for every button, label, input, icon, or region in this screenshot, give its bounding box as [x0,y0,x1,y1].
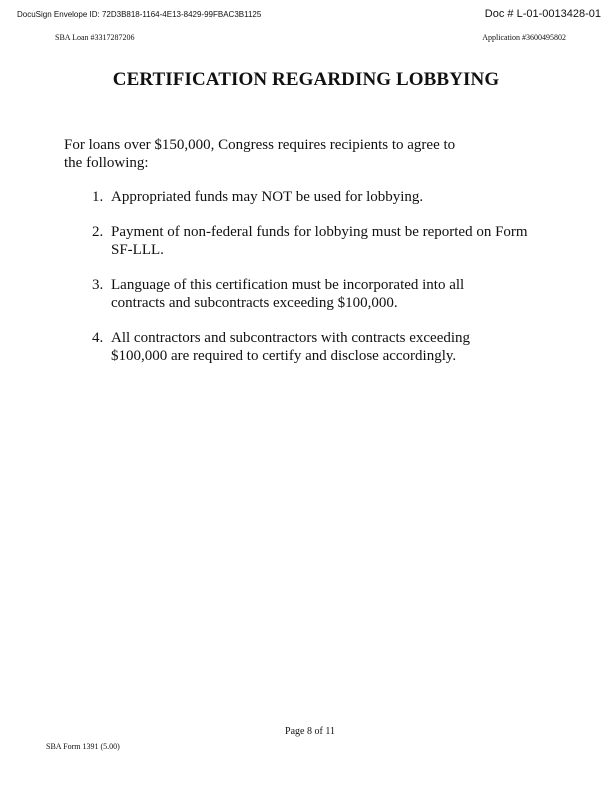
application-number: Application #3600495802 [482,33,566,42]
list-item [92,223,572,259]
list-item [92,329,572,365]
intro-line: For loans over $150,000, Congress requires recipients to agree to [64,137,456,153]
docusign-envelope-id: DocuSign Envelope ID: 72D3B818-1164-4E13-8429-99FBAC3B1125 [17,10,262,19]
form-number: SBA Form 1391 (5.00) [46,742,120,751]
item-text: Appropriated funds may NOT be used for lobbying. [111,189,424,205]
item-text: Language of this certification must be incorporated into all [111,277,465,293]
intro-paragraph [64,136,504,172]
page-number: Page 8 of 11 [285,726,335,737]
item-text: contracts and subcontracts exceeding $100,000. [111,295,398,311]
list-item [92,188,572,206]
document-number: Doc # L-01-0013428-01 [484,8,601,20]
item-text: Payment of non-federal funds for lobbying must be reported on Form [111,224,528,240]
page-title: CERTIFICATION REGARDING LOBBYING [112,69,500,90]
intro-line: the following: [64,155,149,171]
item-number: 1. [92,189,104,205]
item-number: 4. [92,330,104,346]
requirements-list [92,188,572,382]
item-text: All contractors and subcontractors with contracts exceeding [111,330,471,346]
item-text: $100,000 are required to certify and disclose accordingly. [111,348,457,364]
item-number: 2. [92,224,104,240]
sba-loan-number: SBA Loan #3317287206 [55,33,135,42]
list-item [92,276,572,312]
item-number: 3. [92,277,104,293]
item-text: SF-LLL. [111,242,164,258]
